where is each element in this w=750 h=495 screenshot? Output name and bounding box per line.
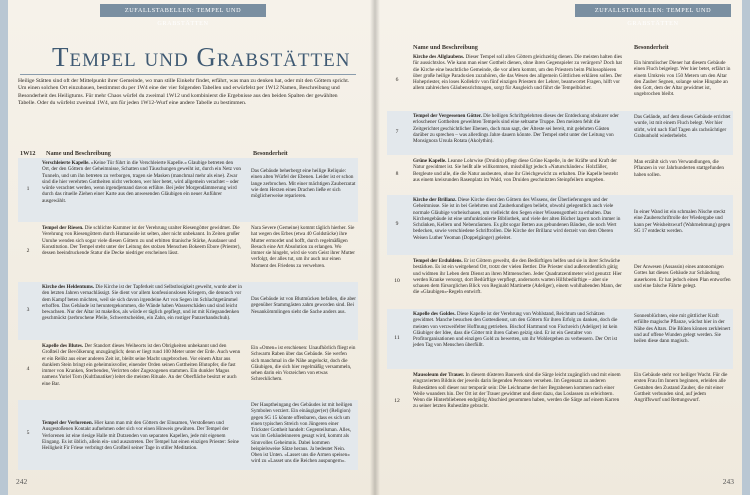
row-description: [413, 372, 623, 410]
row-text: Die schlichte Kammer ist der Verehrung uralter Riesengötter gewidmet. Die Verehrung von Riesengöttern durch Humanoide ist selten, aber nicht unbekannt. In Zeiten großer Unruhe wenden sich sogar viele diesen Göttern zu und erbitten titanische Stärke, Ausdauer und Konstitution. Der Tempel steht unter der Leitung des stolzen Menschen Bokeem Ebore (Priester), dessen beeindruckende Statur die Decke niedriger erscheinen lässt.: [42, 225, 241, 256]
row-name: Kirche der Brillanz.: [413, 197, 457, 203]
page-title: Tempel und Grabstätten: [52, 42, 351, 72]
row-text: Hier kann man mit den Göttern der Einsamen, Verstoßenen und Ausgestoßenen Kontakt aufnehmen oder sich vor einen Hinweis gewähren. Der Tempel der Verlorenen ist eine riesige Halle mit Dutzenden von separaten Kapellen, jede mit eigenem Eingang. Es ist üblich, allein ein- und auszutreten. Der Tempel hat einen einzigen Priester: Seine Heiligkeit Fir Friese verbringt den Großteil seiner Tage in stiller Meditation.: [42, 420, 239, 451]
title-divider: [20, 74, 356, 75]
table-row: [387, 156, 733, 194]
table-row: [18, 282, 358, 340]
row-special: Ein »Omen« ist erschienen: Unaufhörlich fliegt ein Schwarm Raben über das Gebäude. Sie werfen sich manchmal in die Nähe angelockt, doch die Gläubigen, die sich hier regelmäßig versammeln, sehen darin ein Vorzeichen von etwas Schrecklichem.: [251, 345, 356, 383]
row-number: 8: [395, 171, 399, 177]
row-text: Die Kirche ist der Tapferkeit und Selbstlosigkeit geweiht, wurde aber in den letzten Jahren vernachlässigt. Sie dient vor allem konfessionslosen Kriegern, die dennoch vor dem Kampf beten möchten, weil sie sich davon irgendeine Art von Segen im Schlachtgetümmel erhoffen. Das Gebäude ist heruntergekommen, die Wände haben Wasserschäden und sind leicht bewachsen. Nur der Altar ist makellos, als würde er täglich gepflegt, und ist mit Kriegsandenken geschmückt (zerbrochene Pfeile, Schwertscheiden, ein Zahn, ein rostiger Panzerhandschuh).: [42, 284, 242, 322]
intro-paragraph: Heilige Stätten sind oft der Mittelpunkt ihrer Gemeinde, wo man stille Einkehr findet, erfährt, was man zu denken hat, oder mit den Göttern spricht. Um einen solchen Ort einzubauen, bestimmst du per 1W4 eine der vier folgenden Tabellen und erwürfelst per 1W12 Namen, Beschreibung und Besonderheit des Heiligtums. Für mehr Chaos würfel du zweimal 1W12 und kombinierst die Ergebnisse aus den beiden Spalten der gewählten Tabelle. Oder du würfelst zweimal 1W4, um für jeden 1W12-Wurf eine andere Tabelle zu bestimmen.: [18, 78, 350, 106]
right-side-bar: [742, 0, 750, 495]
row-name: Tempel der Erduldens.: [413, 258, 463, 264]
row-name: Tempel der Verlorenen.: [42, 420, 93, 426]
row-special: Nara Severe (Gemeine) kommt täglich hierher. Sie hat wegen des Erbes (etwa 40 Goldstücke) ihre Mutter ermordet und hofft, durch regelmäßigen Besuch eine Art Absolution zu erlangen. Wo immer sie hingeht, wird sie vom Geist ihrer Mutter verfolgt, der alles tut, um ihr auch nur einen Moment des Friedens zu verwehren.: [251, 225, 355, 269]
row-name: Grüne Kapelle.: [413, 158, 447, 164]
row-number: 4: [26, 366, 30, 372]
table-row: [387, 370, 733, 436]
table-row: [387, 309, 733, 369]
row-special: Ein Gebäude steht vor heiliger Wacht. Für die ersten Frau Im Innern beginnen, erleiden alle Gestalten den Zustand Zauber, die mit einer Gottheit verbunden sind, auf jedem Angriffswurf und Rettungswurf.: [634, 372, 728, 403]
row-text: Er ist Göttern geweiht, die den Bedürftigen helfen und sie in ihrer Schwäche bestärken. Es ist ein weitgehend Ort, trotzt der vielen Bettler. Die Priester sind außerordentlich gütig und widmen ihr Leben dem Dienst an ihren Mitmenschen. Jeder Quadratzentimeter wird genutzt: Hier werden Kranke versorgt, dort Bedürftige verpflegt, andernorts warten Hilfsbedürftige – aber sie schauen dem fürsorglichen Blick von Reginald Martinette (Adeliger), einem wohlhabenden Mann, der die »Glaubigen«-Regeln entwirft.: [413, 258, 622, 296]
row-number: 10: [394, 278, 400, 284]
book-gutter: [370, 0, 380, 495]
row-number: 5: [26, 430, 30, 436]
row-number: 2: [26, 248, 30, 254]
page-number: 243: [722, 477, 734, 486]
row-number: 3: [26, 307, 30, 313]
table-row: [387, 256, 733, 308]
row-text: Diese Kapelle ist der Verehrung von Wohlstand, Reichtum und Schätzen gewidmet. Manche besuchen den Gottesdienst, um den Göttern für ihren Erfolg zu danken, doch die meisten von verzweifelter Hoffnung getrieben. Bischof Hartmund von Fischreich (Adeliger) ist kein Gläubiger der Idee, dass die Götter mit ihren Gaben geizig sind. Er ist ein Gestalter von Profitorganisationen und einzigen Gold zu bewerten, um ihr Wohlergehen zu verbessern. Der Ort ist jeden Tag von Menschen überfüllt.: [413, 311, 618, 349]
row-name: Kapelle des Blutes.: [42, 343, 84, 349]
row-name: Kirche des Heldentums.: [42, 284, 95, 290]
row-description: [42, 225, 242, 256]
row-number: 1: [26, 186, 30, 192]
row-name: Tempel der Vergessenen Götter.: [413, 113, 482, 119]
row-text: »Keine Tür führt in die Verschleierte Kapelle.« Glaubige betreten den Ort, der den Göttern der Geheimnisse, Schatten und Täuschungen geweiht ist, durch ein Netz von Tunneln, und um ihn betreten zu verborgen, tragen sie Masken (manchmal mehr als eine). Zwar sind die hier verehrten Gottheiten nicht verboten, wer hier betet, wird allgemein verachtet – oder würde verachtet werden, wenn irgendjemand davon erführe. Bei jeder Morgendämmerung wird durch das rituelle Ziehen einer Karte aus den anwesenden Gläubigen ein neuer Anführer ausgewählt.: [42, 160, 241, 204]
row-special: Das Gebäude ist von Blutmücken befallen, die aber gegenüber Stammgästen zahm geworden sind. Bei Neuankömmlingen sieht die Sache anders aus.: [251, 296, 356, 315]
row-text: In diesem düsteren Bauwerk sind die Särge leicht zugänglich und mit einem eingravierten Bildnis der jeweils darin liegenden Personen versehen. Im Gegensatz zu anderen Ruhestätten soll dieser nur temporär sein: Die Leichname der hier Begrabenen kommen nach einer Weile woanders hin. Der Ort ist der Trauer gewidmet und dient dazu, das Loslassen zu erleichtern. Wenn die Hinterbliebenen endgültig Abschied genommen haben, werden die Särge auf einem Karren zu seiner letzten Ruhestätte gebracht.: [413, 372, 621, 410]
row-description: [413, 311, 623, 349]
column-header-special: Besonderheit: [253, 150, 288, 157]
running-header: ZUFALLSTABELLEN: TEMPEL UND GRABSTÄTTEN: [100, 4, 266, 17]
row-description: [42, 343, 242, 387]
row-name: Kapelle des Goldes.: [413, 311, 456, 317]
row-number: 7: [395, 129, 399, 135]
row-number: 6: [395, 77, 399, 83]
left-side-bar: [0, 0, 8, 495]
row-description: [413, 258, 623, 296]
row-description: [42, 160, 242, 204]
page-number: 242: [16, 477, 28, 486]
row-description: [413, 113, 623, 144]
row-name: Verschleierte Kapelle.: [42, 160, 90, 166]
column-header-name: Name und Beschreibung: [413, 44, 478, 51]
column-header-die: 1W12: [20, 150, 36, 157]
row-name: Tempel der Riesen.: [42, 225, 84, 231]
row-special: Sonnenblüchten, eine mit göttlicher Kraft erfüllte magische Pflanze, wächst hier in der Nähe des Altars. Die Blüten können zerkleinert und auf offene Wunden gelegt werden. Sie heilen diese dann magisch.: [634, 313, 731, 344]
table-row: [18, 158, 358, 222]
row-description: [42, 284, 242, 322]
row-special: Der Hauptheingang des Gebäudes ist mit heiligen Symbolen verziert. Ein einäugiger(er) (Religion) gegen SG 15 könnte offenbaren, dass es sich um einen typischen Streich von Jüngeren einer Trickster Gottheit handelt: Gegenteilsman. Alles, was im Gebäudeinneren gesagt wird, kommt als Sinnvolles Geheimnis. Dabei kommen beispielsweise Sätze heraus. Ja bedeutet Nein. Oben ist Unten. »Lasset uns die Armen speisen« wird zu »Lasset uns die Reichen auspungern«.: [251, 402, 353, 465]
row-name: Mausoleum der Trauer.: [413, 372, 465, 378]
row-number: 9: [395, 221, 399, 227]
right-page: [375, 0, 750, 495]
row-text: Diese Kirche dient den Göttern des Wissens, der Überlieferungen und der Geheimnisse. Sie ist in bei Gelehrten und Zauberkundigen beliebt, obwohl gelegentlich auch viele normale Gläubige vorbeischauen, um vielleicht den Segen einer Wissensgottheit zu erhalten. Das Kirchengebäude ist eine umfunktionierte Bibliothek, und viele der alten Bücher lagern noch immer in Schränken, Kellern und Nebenräumen. Es gibt sogar Betten aus gebundenen Bänden, die noch Wert bedecken, sowie verschiedene Schriftrollen. Die Kirche der Brillanz wird derzeit von dem Oberen Weisen Luther Yeoman (Doppelgänger) geleitet.: [413, 197, 621, 241]
row-special: Der Anwesen (Assassin) eines antonomigen Gottes hat dieses Gebäude zur Schändung auserkoren. Er hat jedoch einen Plan entworfen und eine falsche Fährte gelegt.: [634, 264, 731, 289]
row-description: [413, 158, 623, 183]
row-text: Der Standort dieses Weiheorts ist den Obrigkeiten unbekannt und den Großteil der Bevölkerung unzugänglich; denn er liegt rund 100 Meter unter der Erde. Auch wenn er ein Relikt aus einer anderen Zeit ist, bleibt seine Macht ungebrochen. Vor einem Altar aus dunklem Stein bringt ein geheimnisvoller, einender Orden seinen Gottheiten Blutopfer, die fast immer von Kranken, Sterbenden, Verirrten oder Zugezogenen stammen. Ein dunkler Magus namens Yuriel Torn (Kultfanatiker) leitet die meisten Rituale. An der Oberfläche besitzt er auch eine Bar.: [42, 343, 241, 387]
table-row: [387, 195, 733, 255]
column-header-special: Besonderheit: [634, 44, 669, 51]
table-row: [18, 341, 358, 399]
column-header-name: Name und Beschreibung: [46, 150, 111, 157]
row-text: Leanne Lohrwise (Druidin) pflegt diese Grüne Kapelle, in der Kräfte und Kraft der Natur gewidmet ist. Sie heißt alle willkommen, missbilligt jedoch »Naturschänder«: Holzfäller, Bergleute und alle, die die Natur ausbeuten, ohne ihr Gleichgewicht zu erhalten. Die Kapelle besteht aus einem kreisrunden Rasenplatz im Wald, von Druiden geschnitzten Steinpfeilern umgeben.: [413, 158, 618, 183]
running-header: ZUFALLSTABELLEN: TEMPEL UND GRABSTÄTTEN: [575, 4, 731, 17]
table-row: [387, 111, 733, 155]
row-text: Dieser Tempel soll allen Göttern gleichzeitig dienen. Die meisten halten dies für aussichtslos. Wie kann man einer Gottheit dienen, ohne ihren Gegenspieler zu verärgern? Doch hat die Kirche eine beachtliche Gemeinde, die vor allem kommt, um den Priestern beim Philosophieren über große heilige Paradoxien zuzuhören, die das Wesen des allgemein Göttlichen erklären sollen. Der Hohepriester, ein loses Kollektiv von fünf einzigen Priestern der Lehrer, beantwortet Fragen, hilft vor allem zahlreichen Gläubensrichtungen, sorgt für Ausgleich und führt die Tempelbücher.: [413, 54, 622, 92]
row-special: Das Gebäude beherbergt eine heilige Reliquie: einen alten Würfel der Ebenen. Leider ist er schon lange zerbrochen. Mit einer mächtigen Zauberzutat wie dem Herzen eines Drachen ließe er sich möglicherweise reparieren.: [251, 168, 356, 199]
table-row: [18, 223, 358, 281]
row-text: Die heiligen Schriftgelehrten dieses der Entdeckung obskurer oder erloschener Gottheiten geweihten Tempels sind eine seltsame Truppe. Den meisten fehlt die Zeitgerichtet geschichtlicher Ebenen, doch man sagt, der Älteste sei bereit, mit gelehrten Gästen darüber zu sprechen – was allerdings Jahre dauern könnte. Der Tempel steht unter der Leitung von Monsignora Ursula Rotata (Akolythin).: [413, 113, 619, 144]
table-row: [18, 400, 358, 470]
row-number: 12: [394, 398, 400, 404]
row-number: 11: [394, 335, 400, 341]
row-special: Man erzählt sich von Verwandlungen, die Pflanzen in vor Jahrhunderten stattgefunden haben sollen.: [634, 159, 724, 178]
row-name: Kirche des Allglaubens.: [413, 54, 465, 60]
row-special: Das Gelände, auf dem dieses Gebäude errichtet wurde, ist mit einem Fluch belegt. Wer hier stirbt, wird nach fünf Tagen als rachsüchtiger Grabunhold wiederbelebt.: [634, 114, 731, 139]
row-special: Ein himmlischer Diener hat diesem Gebäude einen Fluch beigelegt. Wer hier betet, erfährt in einem Umkreis von 150 Metern um den Altar den Zauber Segnen, solange seine Hingabe an den Gott, dem der Altar gewidmet ist, ungebrochen bleibt.: [634, 60, 731, 98]
table-row: [387, 52, 733, 110]
row-description: [413, 54, 623, 92]
row-description: [42, 420, 242, 451]
row-special: In einer Wand ist ein schmalen Nische steckt eine Zauberschriftrolle der Wiedergabe und kann per Weisheitswurf (Wahrnehmung) gegen SG 17 entdeckt werden.: [634, 209, 731, 234]
row-description: [413, 197, 623, 241]
